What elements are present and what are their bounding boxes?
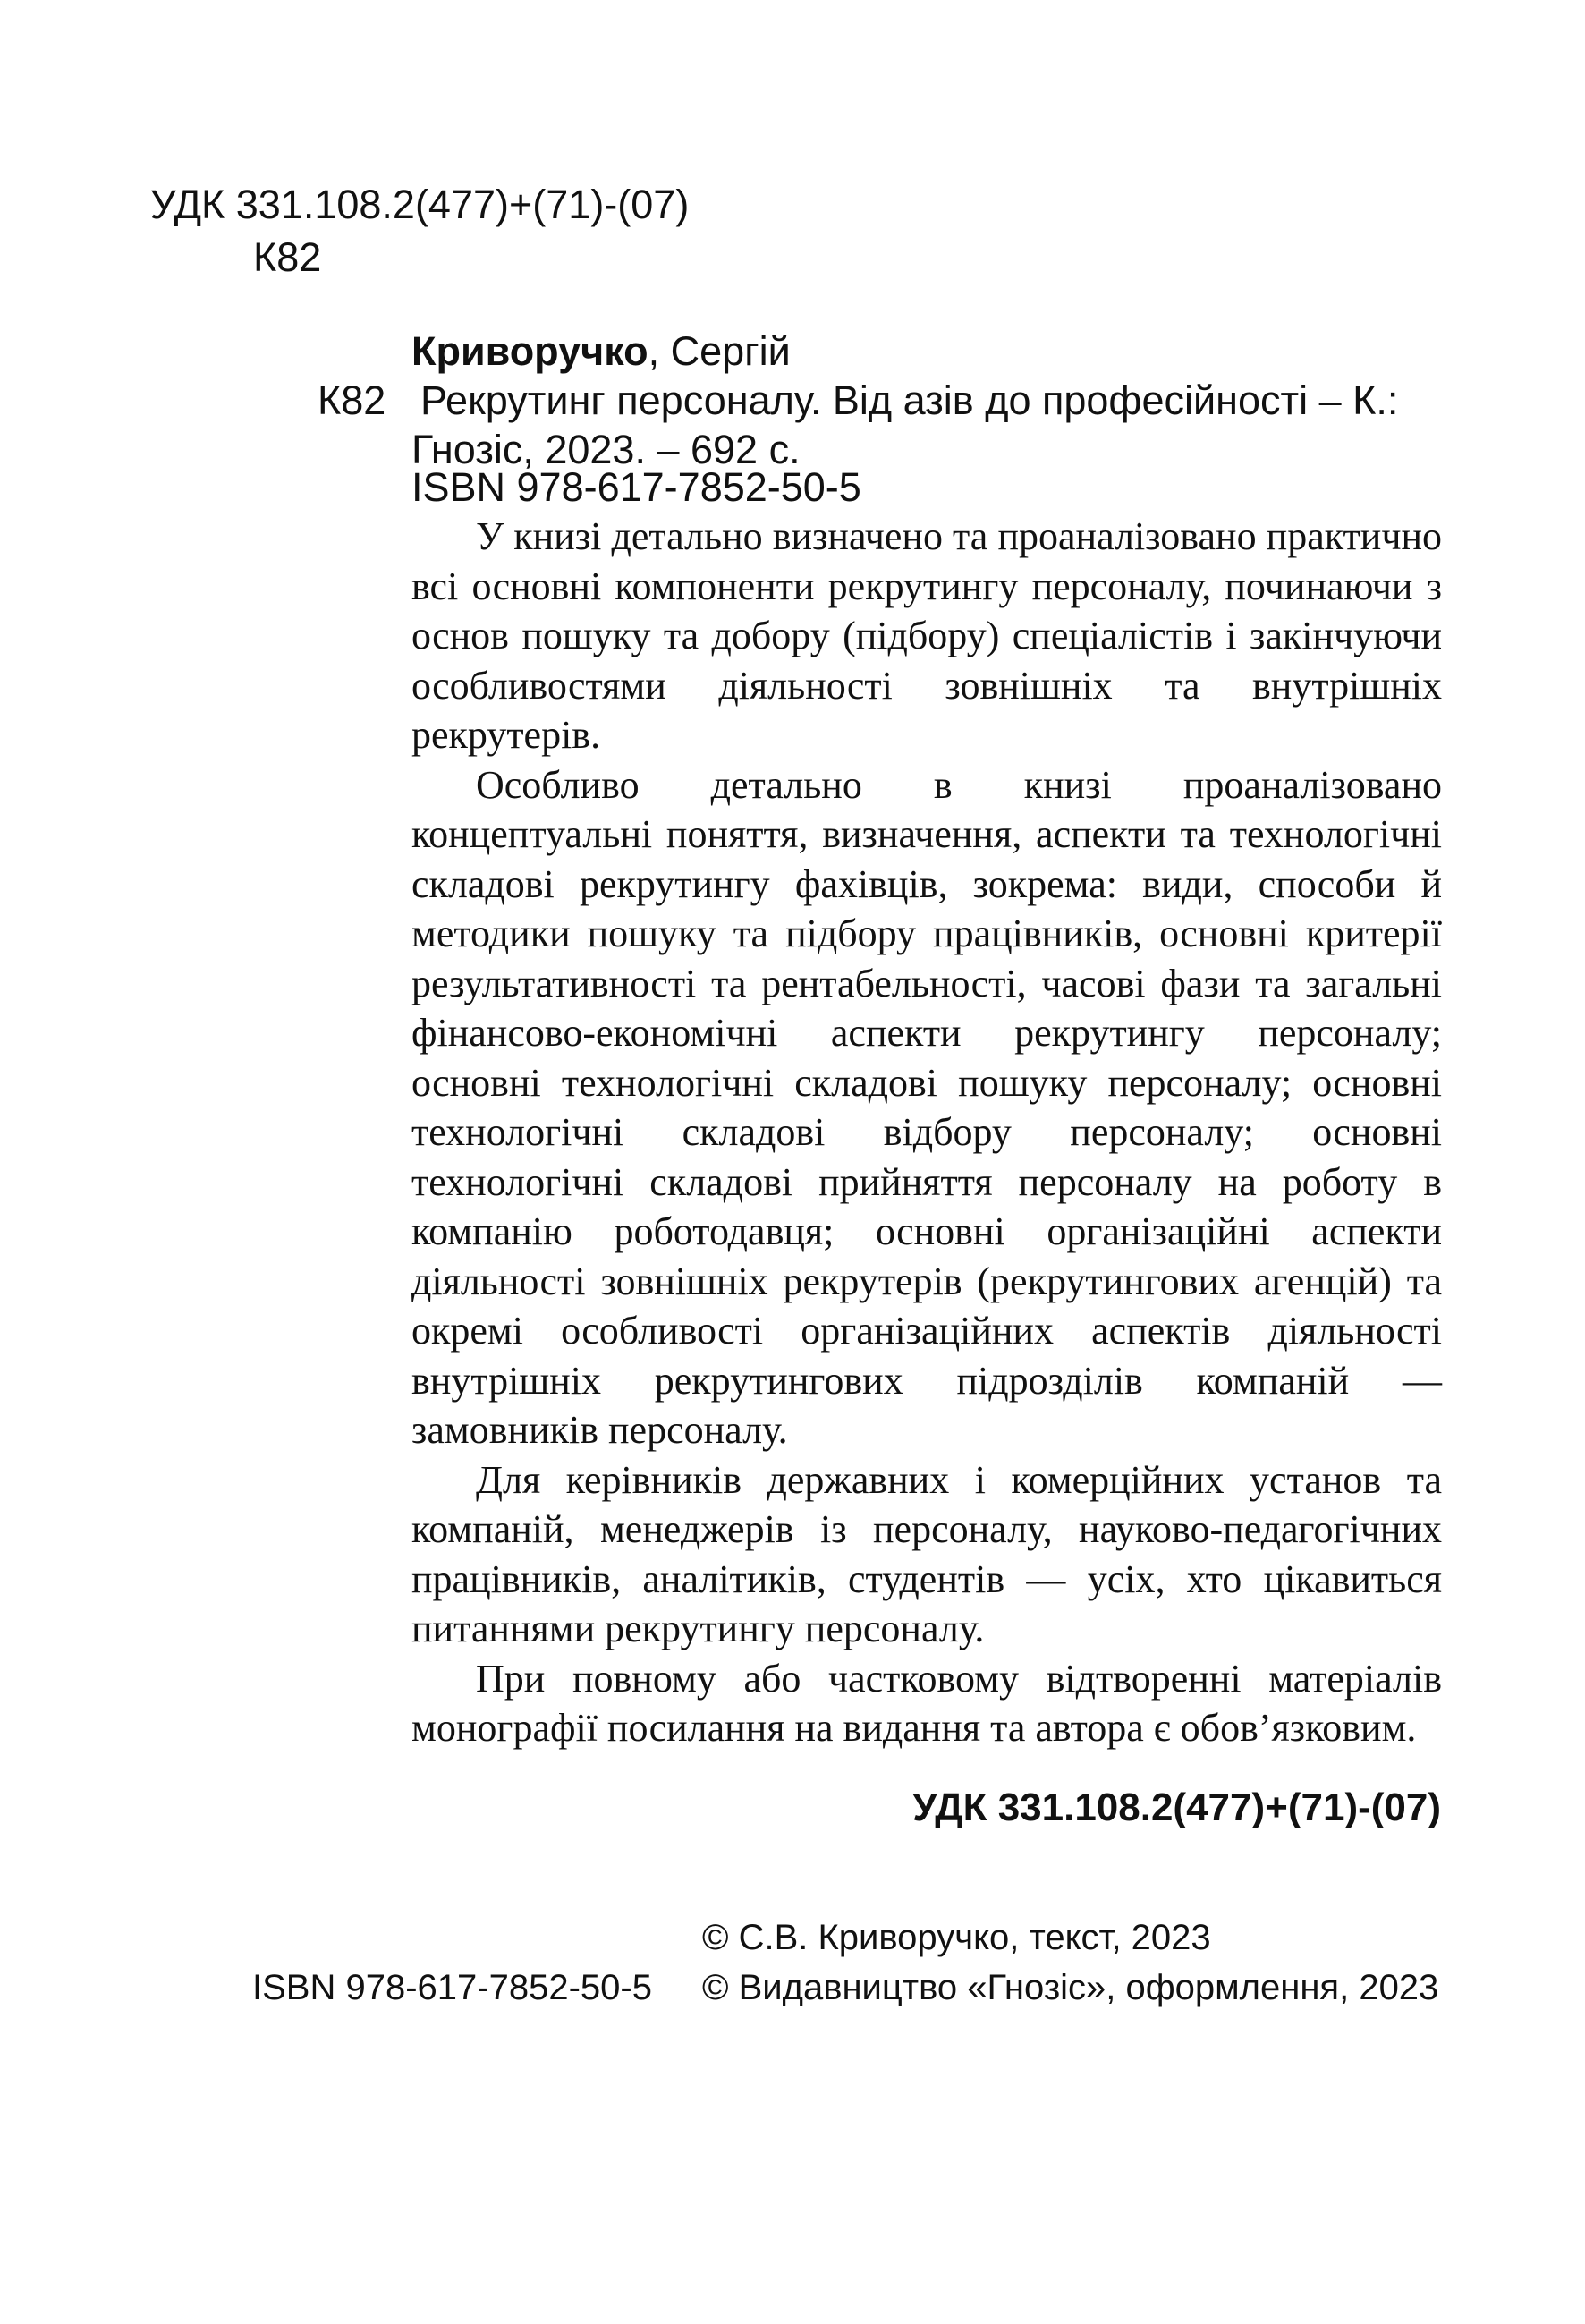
author-given-name: , Сергій [648, 328, 791, 374]
entry-isbn: ISBN 978-617-7852-50-5 [411, 464, 861, 510]
abstract-paragraph: Особливо детально в книзі проаналізовано концептуальні поняття, визначення, аспекти та технологічні складові рекрутингу фахівців, зокрема: види, способи й методики пошуку та підбору працівників, основні критерії результативності та рентабельності, часові фази та загальні фінансово-економічні аспекти рекрутингу персоналу; основні технологічні складові пошуку персоналу; основні технологічні складові відбору персоналу; основні технологічні складові прийняття персоналу на роботу в компанію роботодавця; основні організаційні аспекти діяльності зовнішніх рекрутерів (рекрутингових агенцій) та окремі особливості організаційних аспектів діяльності внутрішніх рекрутингових підрозділів компаній — замовників персоналу. [411, 762, 1442, 1452]
copyright-publisher: © Видавництво «Гнозіс», оформлення, 2023 [702, 1968, 1439, 2007]
abstract [411, 512, 1442, 1753]
copyright-author: © С.В. Криворучко, текст, 2023 [702, 1918, 1211, 1957]
udk-top: УДК 331.108.2(477)+(71)-(07) [150, 182, 690, 227]
author-surname: Криворучко [411, 328, 648, 374]
book-title-line2: Гнозіс, 2023. – 692 с. [411, 427, 801, 472]
abstract-paragraph: Для керівників державних і комерційних установ та компаній, менеджерів із персоналу, науково-педагогічних працівників, аналітиків, студентів — усіх, хто цікавиться питаннями рекрутингу персоналу. [411, 1457, 1442, 1650]
copyright-isbn: ISBN 978-617-7852-50-5 [252, 1968, 652, 2007]
author-line [411, 328, 791, 375]
author-mark-top: К82 [253, 234, 322, 280]
abstract-paragraph: При повному або частковому відтворенні матеріалів монографії посилання на видання та автора є обов’язковим. [411, 1656, 1442, 1750]
book-title-line1: Рекрутинг персоналу. Від азів до професійності – К.: [420, 377, 1399, 423]
udk-bottom: УДК 331.108.2(477)+(71)-(07) [912, 1785, 1441, 1829]
entry-mark: К82 [318, 377, 386, 423]
abstract-paragraph: У книзі детально визначено та проаналізовано практично всі основні компоненти рекрутингу персоналу, починаючи з основ пошуку та добору (підбору) спеціалістів і закінчуючи особливостями діяльності зовнішніх та внутрішніх рекрутерів. [411, 514, 1442, 757]
